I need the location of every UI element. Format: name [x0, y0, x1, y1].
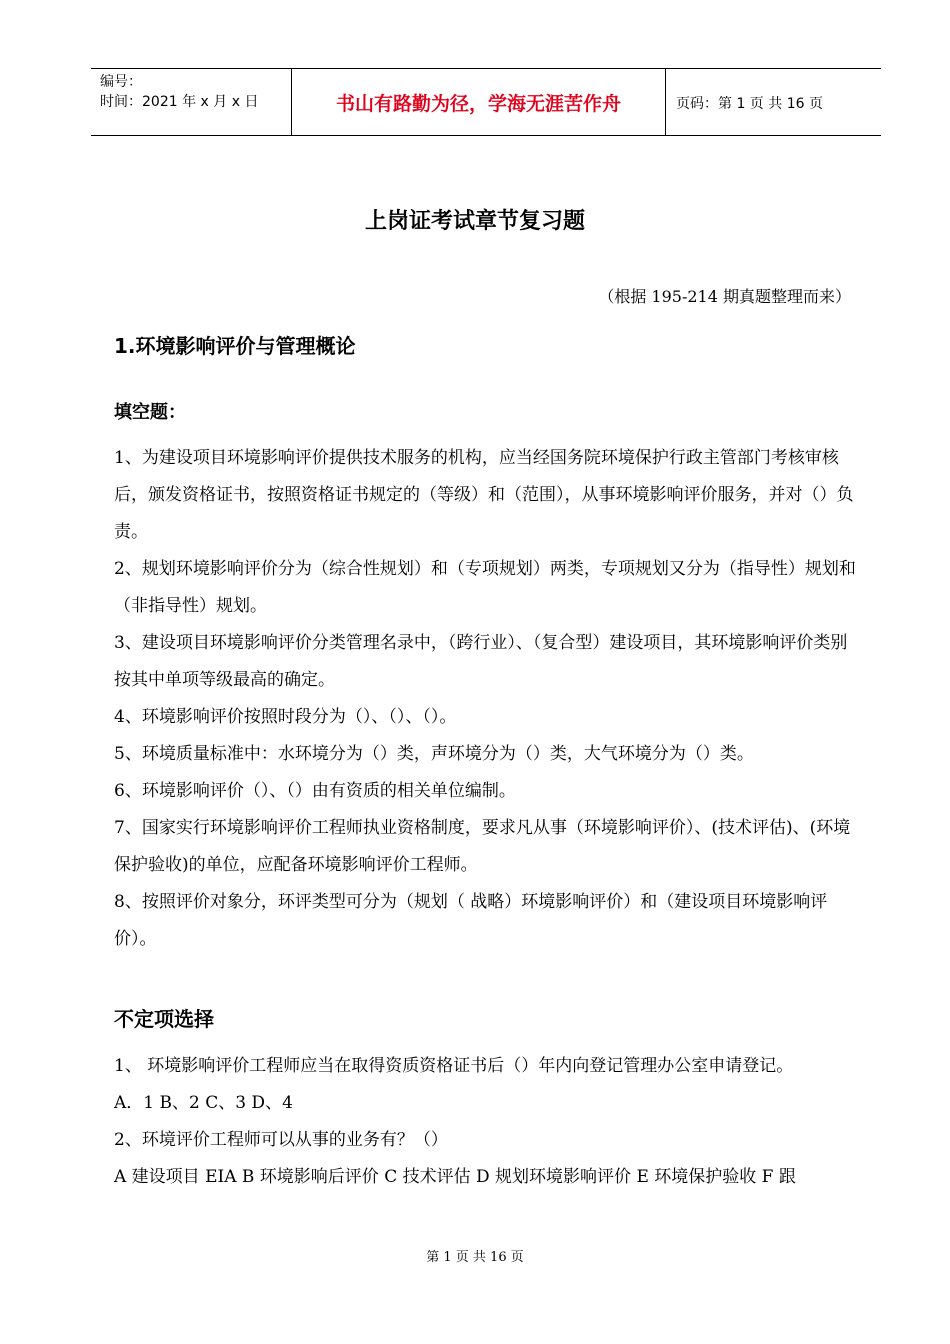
choice-question-2: 2、环境评价工程师可以从事的业务有？（） [114, 1130, 448, 1150]
page-footer: 第 1 页 共 16 页 [426, 1250, 524, 1265]
header-motto: 书山有路勤为径，学海无涯苦作舟 [292, 69, 666, 135]
section-heading: 1.环境影响评价与管理概论 [114, 334, 356, 358]
header-page-info: 页码：第 1 页 共 16 页 [676, 96, 823, 112]
fill-question-6: 6、环境影响评价（）、（）由有资质的相关单位编制。 [114, 781, 516, 801]
choice-questions [114, 1048, 860, 1196]
fill-question-1: 1、为建设项目环境影响评价提供技术服务的机构，应当经国务院环境保护行政主管部门考核审核后，颁发资格证书，按照资格证书规定的（等级）和（范围），从事环境影响评价服务，并对（）负责。 [114, 448, 854, 542]
header-meta-cell [91, 69, 292, 135]
fill-question-7: 7、国家实行环境影响评价工程师执业资格制度，要求凡从事（环境影响评价）、(技术评估)、(环境保护验收)的单位，应配备环境影响评价工程师。 [114, 818, 851, 875]
choice-question-1: 1、 环境影响评价工程师应当在取得资质资格证书后（）年内向登记管理办公室申请登记。 [114, 1056, 794, 1076]
choice-question-2-options: A 建设项目 EIA B 环境影响后评价 C 技术评估 D 规划环境影响评价 E 环境保护验收 F 跟 [114, 1167, 796, 1187]
fill-question-3: 3、建设项目环境影响评价分类管理名录中，（跨行业）、（复合型）建设项目，其环境影响评价类别按其中单项等级最高的确定。 [114, 633, 848, 690]
choice-question-1-options: A．1 B、2 C、3 D、4 [114, 1093, 293, 1113]
header-date-label: 时间：2021 年 x 月 x 日 [100, 94, 259, 110]
document-title: 上岗证考试章节复习题 [364, 209, 585, 234]
fill-question-4: 4、环境影响评价按照时段分为（）、（）、（）。 [114, 707, 457, 727]
fill-question-2: 2、规划环境影响评价分为（综合性规划）和（专项规划）两类，专项规划又分为（指导性）规划和（非指导性）规划。 [114, 559, 856, 616]
fill-in-heading: 填空题： [114, 402, 186, 423]
fill-question-5: 5、环境质量标准中：水环境分为（）类，声环境分为（）类，大气环境分为（）类。 [114, 744, 754, 764]
choice-heading: 不定项选择 [114, 1007, 214, 1031]
fill-question-8: 8、按照评价对象分，环评类型可分为（规划（ 战略）环境影响评价）和（建设项目环境影响评价）。 [114, 892, 828, 949]
document-source-note: （根据 195-214 期真题整理而来） [598, 287, 851, 306]
header-number-label: 编号： [100, 74, 142, 90]
fill-in-questions [114, 440, 860, 958]
page-header [91, 68, 881, 136]
